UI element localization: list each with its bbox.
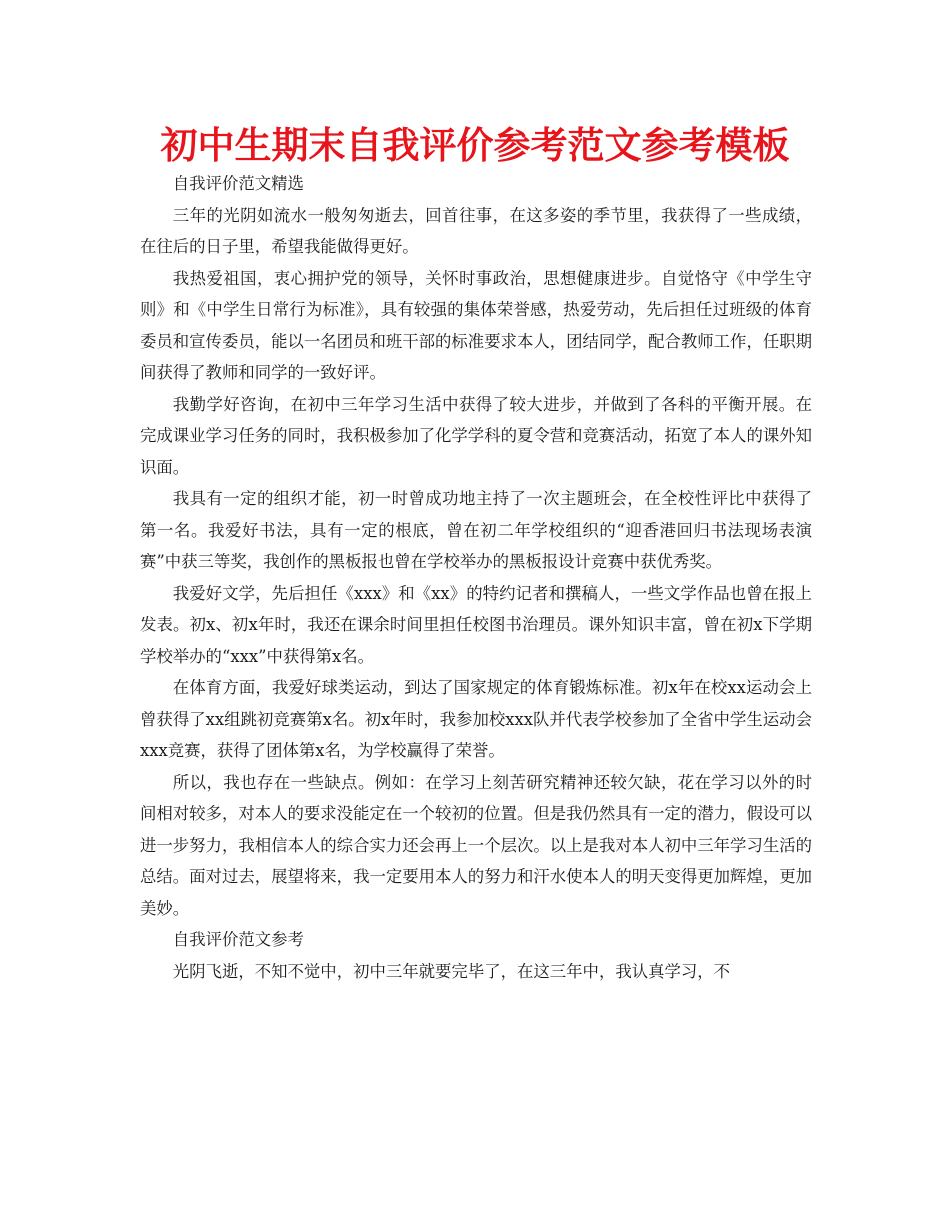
paragraph: 我爱好文学，先后担任《xxx》和《xx》的特约记者和撰稿人，一些文学作品也曾在报上发表。初x、初x年时，我还在课余时间里担任校图书治理员。课外知识丰富，曾在初x下学期学校举办的“xxx”中获得第x名。 [140, 583, 812, 666]
section-heading: 自我评价范文参考 [172, 930, 304, 949]
paragraph: 光阴飞逝，不知不觉中，初中三年就要完毕了，在这三年中，我认真学习，不 [172, 961, 731, 981]
paragraph: 在体育方面，我爱好球类运动，到达了国家规定的体育锻炼标准。初x年在校xx运动会上曾获得了xx组跳初竞赛第x名。初x年时，我参加校xxx队并代表学校参加了全省中学生运动会xxx竞赛，获得了团体第x名，为学校赢得了荣誉。 [140, 678, 812, 760]
paragraph: 我勤学好咨询，在初中三年学习生活中获得了较大进步，并做到了各科的平衡开展。在完成课业学习任务的同时，我积极参加了化学学科的夏令营和竞赛活动，拓宽了本人的课外知识面。 [140, 394, 813, 477]
paragraph: 我具有一定的组织才能，初一时曾成功地主持了一次主题班会，在全校性评比中获得了第一名。我爱好书法，具有一定的根底，曾在初二年学校组织的“迎香港回归书法现场表演赛”中获三等奖，我创作的黑板报也曾在学校举办的黑板报设计竞赛中获优秀奖。 [140, 489, 812, 571]
paragraph: 所以，我也存在一些缺点。例如：在学习上刻苦研究精神还较欠缺，花在学习以外的时间相对较多，对本人的要求没能定在一个较初的位置。但是我仍然具有一定的潜力，假设可以进一步努力，我相信本人的综合实力还会再上一个层次。以上是我对本人初中三年学习生活的总结。面对过去，展望将来，我一定要用本人的努力和汗水使本人的明天变得更加辉煌，更加美妙。 [140, 772, 813, 918]
paragraph: 三年的光阴如流水一般匆匆逝去，回首往事，在这多姿的季节里，我获得了一些成绩，在往后的日子里，希望我能做得更好。 [140, 205, 812, 256]
document-title: 初中生期末自我评价参考范文参考模板 [160, 124, 790, 167]
paragraph: 我热爱祖国，衷心拥护党的领导，关怀时事政治，思想健康进步。自觉恪守《中学生守则》和《中学生日常行为标准》，具有较强的集体荣誉感，热爱劳动，先后担任过班级的体育委员和宣传委员，能以一名团员和班干部的标准要求本人，团结同学，配合教师工作，任职期间获得了教师和同学的一致好评。 [140, 268, 813, 382]
section-heading: 自我评价范文精选 [172, 174, 304, 193]
document-body [140, 168, 812, 987]
